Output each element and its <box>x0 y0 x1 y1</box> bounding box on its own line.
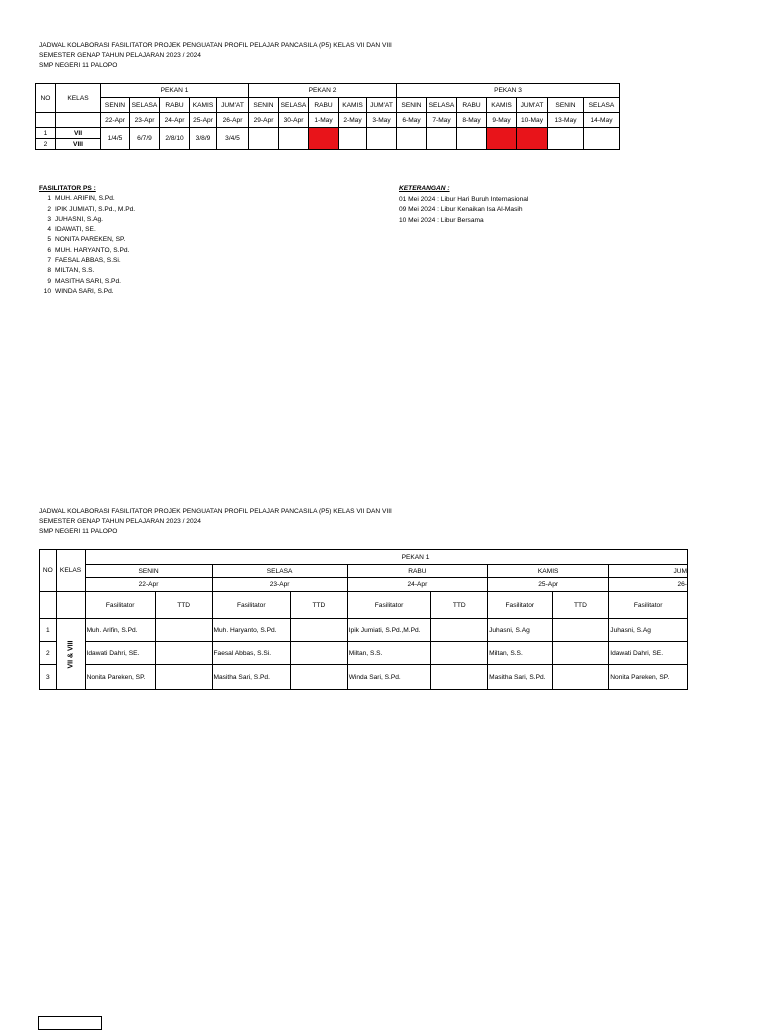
fasilitator-subheader: Fasilitator <box>488 592 553 619</box>
schedule-cell <box>548 128 584 150</box>
date-header: 25-Apr <box>488 578 609 592</box>
fasilitator-number: 6 <box>47 246 51 254</box>
fasilitator-item <box>39 225 135 235</box>
date-header: 7-May <box>427 113 457 128</box>
ttd-cell <box>291 619 348 642</box>
date-header: 22-Apr <box>85 578 212 592</box>
fasilitator-subheader: Fasilitator <box>609 592 688 619</box>
day-header: JUM <box>609 565 688 578</box>
facilitator-daily-table <box>39 549 688 690</box>
date-header: 26-Apr <box>217 113 249 128</box>
ttd-subheader: TTD <box>291 592 348 619</box>
ttd-cell <box>291 642 348 665</box>
date-header: 14-May <box>584 113 620 128</box>
col-no-header: NO <box>36 84 56 113</box>
schedule-cell: 1/4/5 <box>101 128 130 150</box>
day-header: KAMIS <box>488 565 609 578</box>
day-header: SENIN <box>548 98 584 113</box>
schedule-cell: 3/4/5 <box>217 128 249 150</box>
date-header: 24-Apr <box>347 578 487 592</box>
keterangan-title: KETERANGAN : <box>399 185 450 192</box>
schedule-cell <box>279 128 309 150</box>
fasilitator-subheader: Fasilitator <box>85 592 155 619</box>
fasilitator-number: 2 <box>47 205 51 213</box>
fasilitator-name: JUHASNI, S.Ag. <box>55 215 104 223</box>
date-header: 23-Apr <box>212 578 347 592</box>
fasilitator-number: 8 <box>47 267 51 275</box>
fasilitator-name: WINDA SARI, S.Pd. <box>55 287 114 295</box>
fasilitator-item <box>39 277 135 287</box>
header-title: JADWAL KOLABORASI FASILITATOR PROJEK PENGUATAN PROFIL PELAJAR PANCASILA (P5) KELAS VII DAN VIII <box>39 42 392 49</box>
schedule-cell <box>397 128 427 150</box>
blank-cell <box>36 113 56 128</box>
fasilitator-number: 5 <box>47 236 51 244</box>
col-kelas-header: KELAS <box>56 84 101 113</box>
col-kelas-header: KELAS <box>56 550 85 592</box>
fasilitator-cell: Miltan, S.S. <box>347 642 431 665</box>
blank-cell <box>40 592 57 619</box>
keterangan-notes <box>399 184 528 227</box>
date-header: 24-Apr <box>160 113 190 128</box>
row-number: 1 <box>40 619 57 642</box>
day-header: JUM'AT <box>217 98 249 113</box>
day-header: SENIN <box>85 565 212 578</box>
fasilitator-number: 10 <box>43 287 51 295</box>
fasilitator-item <box>39 194 135 204</box>
date-header: 13-May <box>548 113 584 128</box>
header-school: SMP NEGERI 11 PALOPO <box>39 62 118 69</box>
schedule-cell <box>457 128 487 150</box>
date-header: 9-May <box>487 113 517 128</box>
fasilitator-title: FASILITATOR PS : <box>39 185 96 192</box>
fasilitator-list <box>39 184 135 297</box>
date-header: 3-May <box>367 113 397 128</box>
fasilitator-item <box>39 266 135 276</box>
fasilitator-item <box>39 235 135 245</box>
facilitator-table-viewport <box>39 549 688 690</box>
ttd-subheader: TTD <box>155 592 212 619</box>
fasilitator-name: IPIK JUMIATI, S.Pd., M.Pd. <box>55 205 136 213</box>
day-header: RABU <box>457 98 487 113</box>
day-header: SENIN <box>249 98 279 113</box>
date-header: 26- <box>609 578 688 592</box>
schedule-cell <box>249 128 279 150</box>
day-header: RABU <box>309 98 339 113</box>
week-header: PEKAN 3 <box>397 84 620 98</box>
keterangan-item: 10 Mei 2024 : Libur Bersama <box>399 217 484 225</box>
schedule-cell <box>487 128 517 150</box>
fasilitator-number: 1 <box>47 195 51 203</box>
schedule-cell <box>367 128 397 150</box>
fasilitator-name: NONITA PAREKEN, SP. <box>55 236 126 244</box>
date-header: 6-May <box>397 113 427 128</box>
day-header: SENIN <box>397 98 427 113</box>
schedule-header-2 <box>39 507 392 537</box>
fasilitator-cell: Miltan, S.S. <box>488 642 553 665</box>
fasilitator-cell: Masitha Sari, S.Pd. <box>212 665 291 690</box>
fasilitator-subheader: Fasilitator <box>347 592 431 619</box>
date-header: 22-Apr <box>101 113 130 128</box>
day-header: SELASA <box>130 98 160 113</box>
fasilitator-item <box>39 205 135 215</box>
day-header: SELASA <box>212 565 347 578</box>
fasilitator-name: MILTAN, S.S. <box>55 267 95 275</box>
day-header: KAMIS <box>339 98 367 113</box>
fasilitator-name: MUH. HARYANTO, S.Pd. <box>55 246 130 254</box>
ttd-cell <box>155 619 212 642</box>
day-header: SENIN <box>101 98 130 113</box>
kelas-cell: VII <box>56 128 101 139</box>
fasilitator-name: FAESAL ABBAS, S.Si. <box>55 257 121 265</box>
kelas-cell: VIII <box>56 139 101 150</box>
fasilitator-number: 9 <box>47 277 51 285</box>
fasilitator-name: MASITHA SARI, S.Pd. <box>55 277 121 285</box>
schedule-cell: 6/7/9 <box>130 128 160 150</box>
blank-cell <box>56 113 101 128</box>
fasilitator-cell: Ipik Jumiati, S.Pd.,M.Pd. <box>347 619 431 642</box>
fasilitator-item <box>39 215 135 225</box>
header-semester: SEMESTER GENAP TAHUN PELAJARAN 2023 / 2024 <box>39 518 201 525</box>
day-header: JUM'AT <box>517 98 548 113</box>
ttd-cell <box>552 642 609 665</box>
day-header: KAMIS <box>487 98 517 113</box>
fasilitator-name: MUH. ARIFIN, S.Pd. <box>55 195 115 203</box>
fasilitator-name: IDAWATI, SE. <box>55 226 96 234</box>
schedule-cell <box>309 128 339 150</box>
date-header: 10-May <box>517 113 548 128</box>
date-header: 30-Apr <box>279 113 309 128</box>
fasilitator-subheader: Fasilitator <box>212 592 291 619</box>
ttd-cell <box>155 642 212 665</box>
ttd-cell <box>291 665 348 690</box>
day-header: RABU <box>347 565 487 578</box>
weekly-schedule-table <box>35 83 620 150</box>
kelas-vertical-label: VII & VIII <box>67 639 75 669</box>
ttd-subheader: TTD <box>552 592 609 619</box>
week-header: PEKAN 2 <box>249 84 397 98</box>
ttd-cell <box>431 642 488 665</box>
ttd-cell <box>552 665 609 690</box>
keterangan-item: 09 Mei 2024 : Libur Kenaikan Isa Al-Masih <box>399 206 523 214</box>
keterangan-item: 01 Mei 2024 : Libur Hari Buruh Internasional <box>399 195 529 203</box>
fasilitator-item <box>39 287 135 297</box>
kelas-merged-cell <box>56 619 85 690</box>
fasilitator-number: 3 <box>47 215 51 223</box>
date-header: 25-Apr <box>190 113 217 128</box>
day-header: SELASA <box>427 98 457 113</box>
ttd-cell <box>552 619 609 642</box>
week-header: PEKAN 1 <box>101 84 249 98</box>
row-number: 1 <box>36 128 56 139</box>
week-header: PEKAN 1 <box>85 550 687 565</box>
header-semester: SEMESTER GENAP TAHUN PELAJARAN 2023 / 2024 <box>39 52 201 59</box>
fasilitator-cell: Juhasni, S.Ag <box>488 619 553 642</box>
ttd-subheader: TTD <box>431 592 488 619</box>
schedule-cell <box>517 128 548 150</box>
fasilitator-cell: Masitha Sari, S.Pd. <box>488 665 553 690</box>
date-header: 2-May <box>339 113 367 128</box>
fasilitator-cell: Nonita Pareken, SP. <box>609 665 688 690</box>
fasilitator-cell: Nonita Pareken, SP. <box>85 665 155 690</box>
day-header: RABU <box>160 98 190 113</box>
fasilitator-item <box>39 256 135 266</box>
col-no-header: NO <box>40 550 57 592</box>
schedule-cell <box>427 128 457 150</box>
header-school: SMP NEGERI 11 PALOPO <box>39 528 118 535</box>
blank-cell <box>56 592 85 619</box>
day-header: SELASA <box>279 98 309 113</box>
fasilitator-item <box>39 246 135 256</box>
fasilitator-cell: Idawati Dahri, SE. <box>85 642 155 665</box>
fasilitator-cell: Faesal Abbas, S.Si. <box>212 642 291 665</box>
fasilitator-cell: Winda Sari, S.Pd. <box>347 665 431 690</box>
date-header: 8-May <box>457 113 487 128</box>
ttd-cell <box>431 619 488 642</box>
fasilitator-cell: Muh. Arifin, S.Pd. <box>85 619 155 642</box>
day-header: SELASA <box>584 98 620 113</box>
row-number: 2 <box>40 642 57 665</box>
fasilitator-cell: Juhasni, S.Ag <box>609 619 688 642</box>
date-header: 23-Apr <box>130 113 160 128</box>
fasilitator-number: 4 <box>47 226 51 234</box>
fasilitator-cell: Muh. Haryanto, S.Pd. <box>212 619 291 642</box>
fasilitator-number: 7 <box>47 257 51 265</box>
schedule-cell: 2/8/10 <box>160 128 190 150</box>
row-number: 2 <box>36 139 56 150</box>
schedule-cell: 3/8/9 <box>190 128 217 150</box>
footer-box <box>38 1016 102 1030</box>
ttd-cell <box>155 665 212 690</box>
fasilitator-cell: Idawati Dahri, SE. <box>609 642 688 665</box>
schedule-header-1 <box>39 41 392 71</box>
row-number: 3 <box>40 665 57 690</box>
day-header: KAMIS <box>190 98 217 113</box>
ttd-cell <box>431 665 488 690</box>
schedule-cell <box>584 128 620 150</box>
header-title: JADWAL KOLABORASI FASILITATOR PROJEK PENGUATAN PROFIL PELAJAR PANCASILA (P5) KELAS VII DAN VIII <box>39 508 392 515</box>
day-header: JUM'AT <box>367 98 397 113</box>
date-header: 1-May <box>309 113 339 128</box>
schedule-cell <box>339 128 367 150</box>
date-header: 29-Apr <box>249 113 279 128</box>
